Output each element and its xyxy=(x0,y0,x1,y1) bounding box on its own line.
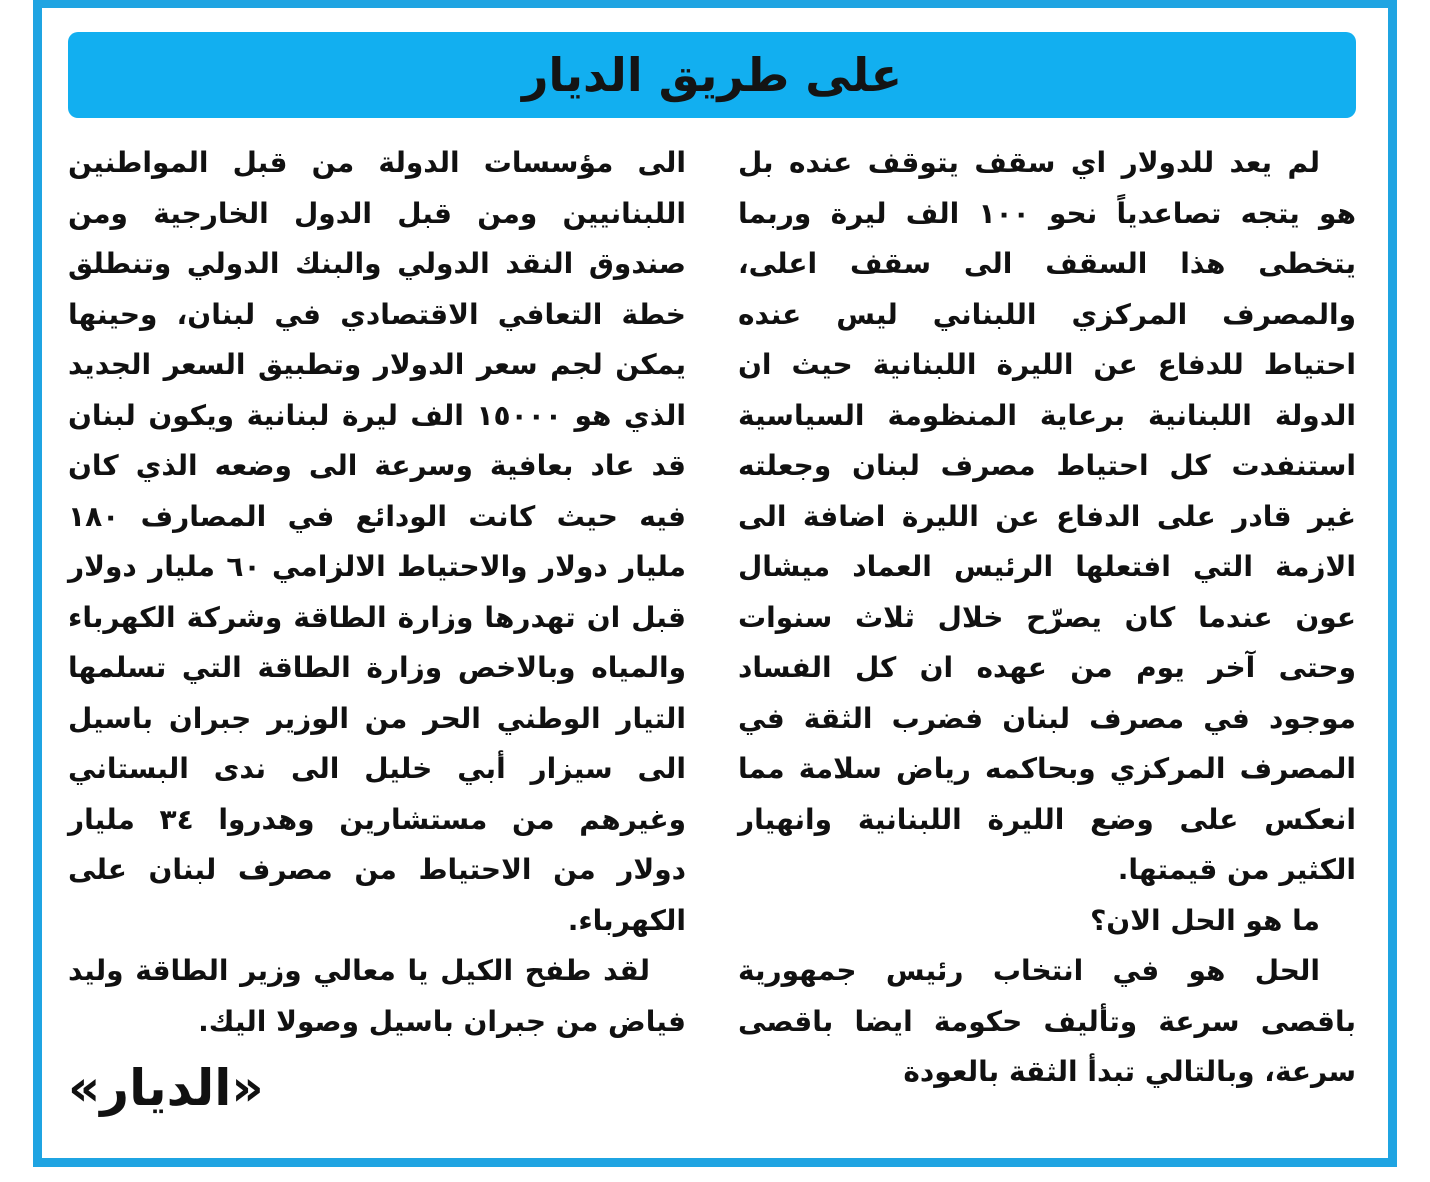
article-paragraph: لم يعد للدولار اي سقف يتوقف عنده بل هو يتجه تصاعدياً نحو ١٠٠ الف ليرة وربما يتخطى هذا السقف الى سقف اعلى، والمصرف المركزي اللبناني ليس عنده احتياط للدفاع عن الليرة اللبنانية حيث ان الدولة اللبنانية برعاية المنظومة السياسية استنفدت كل احتياط مصرف لبنان وجعلته غير قادر على الدفاع عن الليرة اضافة الى الازمة التي افتعلها الرئيس العماد ميشال عون عندما كان يصرّح خلال ثلاث سنوات وحتى آخر يوم من عهده ان كل الفساد موجود في مصرف لبنان فضرب الثقة في المصرف المركزي وبحاكمه رياض سلامة مما انعكس على وضع الليرة اللبنانية وانهيار الكثير من قيمتها. xyxy=(738,146,1356,886)
article-column-right xyxy=(738,138,1356,1098)
page-title: على طريق الديار xyxy=(521,48,903,102)
article-paragraph: الى مؤسسات الدولة من قبل المواطنين اللبنانيين ومن قبل الدول الخارجية ومن صندوق النقد الدولي والبنك الدولي وتنطلق خطة التعافي الاقتصادي في لبنان، وحينها يمكن لجم سعر الدولار وتطبيق السعر الجديد الذي هو ١٥٠٠٠ الف ليرة لبنانية ويكون لبنان قد عاد بعافية وسرعة الى وضعه الذي كان فيه حيث كانت الودائع في المصارف ١٨٠ مليار دولار والاحتياط الالزامي ٦٠ مليار دولار قبل ان تهدرها وزارة الطاقة وشركة الكهرباء والمياه وبالاخص وزارة الطاقة التي تسلمها التيار الوطني الحر من الوزير جبران باسيل الى سيزار أبي خليل الى ندى البستاني وغيرهم من مستشارين وهدروا ٣٤ مليار دولار من الاحتياط من مصرف لبنان على الكهرباء. xyxy=(68,146,687,937)
article-paragraph: لقد طفح الكيل يا معالي وزير الطاقة وليد فياض من جبران باسيل وصولا اليك. xyxy=(68,954,686,1038)
article-signature: «الديار» xyxy=(68,1059,264,1117)
header-banner xyxy=(68,32,1356,118)
article-column-left xyxy=(68,138,686,1047)
article-question: ما هو الحل الان؟ xyxy=(1090,903,1320,937)
article-paragraph: الحل هو في انتخاب رئيس جمهورية باقصى سرعة وتأليف حكومة ايضا باقصى سرعة، وبالتالي تبدأ الثقة بالعودة xyxy=(738,954,1356,1088)
